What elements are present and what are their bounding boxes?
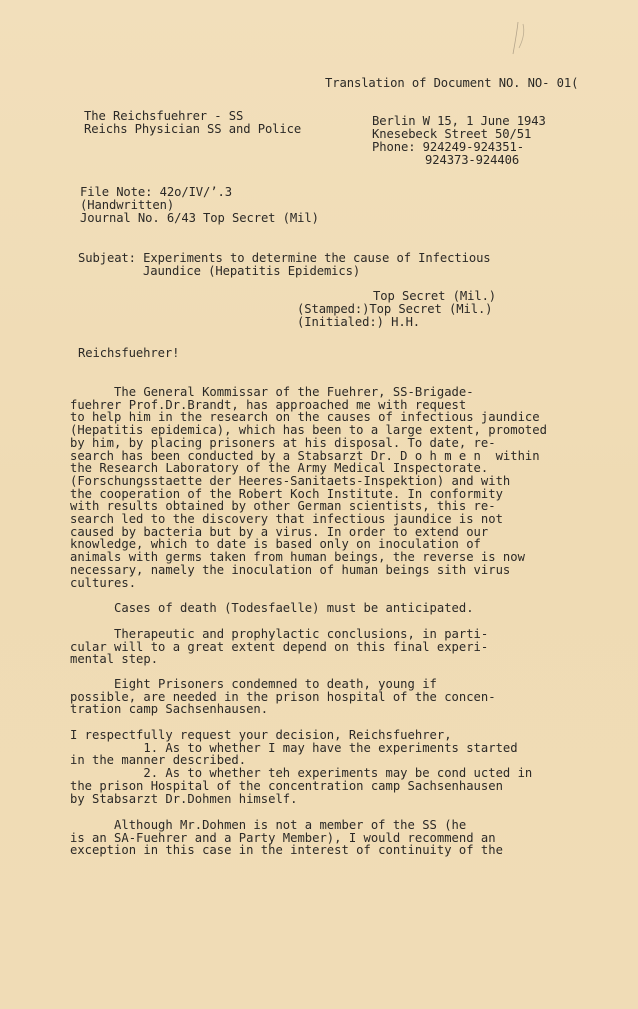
p1-line: by him, by placing prisoners at his disposal. To date, re- xyxy=(70,435,496,450)
classification-line-2: (Stamped:)Top Secret (Mil.) xyxy=(297,302,493,316)
paragraph-1 xyxy=(70,385,547,590)
p5-line: 2. As to whether teh experiments may be cond ucted in xyxy=(70,766,533,781)
p1-line: the cooperation of the Robert Koch Institute. In conformity xyxy=(70,486,503,501)
p1-line: to help him in the research on the causes of infectious jaundice xyxy=(70,410,540,425)
address-line-4: 924373-924406 xyxy=(425,153,520,167)
p4-line: tration camp Sachsenhausen. xyxy=(70,702,269,717)
p1-line: (Hepatitis epidemica), which has been to a large extent, promoted xyxy=(70,423,547,438)
address-line-3: Phone: 924249-924351- xyxy=(372,140,524,154)
p3-line: Therapeutic and prophylactic conclusions, in parti- xyxy=(70,627,489,641)
p1-line: The General Kommissar of the Fuehrer, SS-Brigade- xyxy=(70,385,474,399)
sender-block xyxy=(84,110,301,136)
salutation: Reichsfuehrer! xyxy=(78,346,180,360)
p6-line: exception in this case in the interest of continuity of the xyxy=(70,843,503,858)
p6-line: Although Mr.Dohmen is not a member of the SS (he xyxy=(70,818,467,832)
p3-line: cular will to a great extent depend on this final experi- xyxy=(70,639,489,654)
classification-block xyxy=(297,290,496,329)
file-note-line-2: (Handwritten) xyxy=(80,198,175,212)
paragraph-6 xyxy=(70,819,540,857)
p5-line: by Stabsarzt Dr.Dohmen himself. xyxy=(70,791,298,806)
p1-line: with results obtained by other German scientists, this re- xyxy=(70,499,496,514)
translation-reference: Translation of Document NO. NO- 01( xyxy=(325,76,579,90)
subject-line-1: Subjeat: Experiments to determine the cause of Infectious xyxy=(78,251,491,265)
classification-line-3: (Initialed:) H.H. xyxy=(297,315,421,329)
p6-line: is an SA-Fuehrer and a Party Member), I would recommend an xyxy=(70,830,496,845)
p1-line: caused by bacteria but by a virus. In order to extend our xyxy=(70,524,489,539)
address-block xyxy=(372,115,546,167)
paragraph-5 xyxy=(70,729,540,805)
file-note-line-1: File Note: 42o/IV/’.3 xyxy=(80,185,232,199)
sender-line-2: Reichs Physician SS and Police xyxy=(84,122,302,136)
sender-line-1: The Reichsfuehrer - SS xyxy=(84,109,244,123)
paragraph-4 xyxy=(70,678,540,716)
p1-line: search led to the discovery that infectious jaundice is not xyxy=(70,512,503,527)
classification-line-1: Top Secret (Mil.) xyxy=(373,289,497,303)
subject-block xyxy=(78,252,491,278)
p1-line: knowledge, which to date is based only on inoculation of xyxy=(70,537,481,552)
p5-line: I respectfully request your decision, Reichsfuehrer, xyxy=(70,728,452,742)
subject-line-2: Jaundice (Hepatitis Epidemics) xyxy=(143,264,361,278)
address-line-2: Knesebeck Street 50/51 xyxy=(372,127,532,141)
file-note-line-3: Journal No. 6/43 Top Secret (Mil) xyxy=(80,211,319,225)
address-line-1: Berlin W 15, 1 June 1943 xyxy=(372,114,546,128)
p1-line: the Research Laboratory of the Army Medical Inspectorate. xyxy=(70,461,489,476)
p1-line: search has been conducted by a Stabsarzt Dr. D o h m e n within xyxy=(70,448,540,463)
p1-line: fuehrer Prof.Dr.Brandt, has approached me with request xyxy=(70,397,467,412)
p4-line: Eight Prisoners condemned to death, young if xyxy=(70,677,437,691)
p1-line: (Forschungsstaette der Heeres-Sanitaets-Inspektion) and with xyxy=(70,473,511,488)
p5-line: 1. As to whether I may have the experiments started xyxy=(70,740,518,755)
p5-line: the prison Hospital of the concentration camp Sachsenhausen xyxy=(70,778,503,793)
pencil-mark xyxy=(505,18,535,58)
paragraph-3 xyxy=(70,628,540,666)
p2-line: Cases of death (Todesfaelle) must be anticipated. xyxy=(70,601,474,615)
p1-line: cultures. xyxy=(70,575,137,590)
file-note-block xyxy=(80,186,319,225)
p3-line: mental step. xyxy=(70,652,159,667)
p5-line: in the manner described. xyxy=(70,753,247,768)
p4-line: possible, are needed in the prison hospital of the concen- xyxy=(70,689,496,704)
paragraph-2 xyxy=(70,602,540,615)
p1-line: animals with germs taken from human beings, the reverse is now xyxy=(70,550,525,565)
p1-line: necessary, namely the inoculation of human beings sith virus xyxy=(70,562,511,577)
